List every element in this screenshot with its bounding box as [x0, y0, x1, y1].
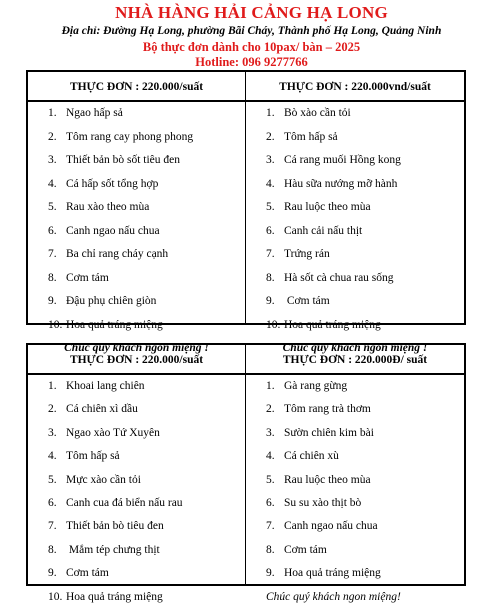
item-number: 7. — [266, 248, 275, 260]
item-name: Canh ngao nấu chua — [284, 520, 378, 533]
menu-item — [28, 586, 245, 609]
menu-item — [246, 220, 464, 244]
item-number: 2. — [48, 403, 57, 416]
item-name: Su su xào thịt bò — [284, 496, 362, 509]
menu-heading: THỰC ĐƠN : 220.000/suất — [28, 72, 245, 102]
menu-item — [246, 562, 464, 585]
menu-item — [246, 196, 464, 220]
item-number: 2. — [48, 130, 57, 143]
item-number: 8. — [266, 543, 275, 556]
menu-item — [246, 539, 464, 562]
menu-item — [246, 102, 464, 126]
restaurant-address: Địa chỉ: Đường Hạ Long, phường Bãi Cháy, Thành phố Hạ Long, Quảng Ninh — [61, 25, 442, 37]
item-number: 4. — [266, 177, 275, 190]
item-name: Hàu sữa nướng mỡ hành — [284, 177, 398, 190]
menu-item — [28, 492, 245, 515]
item-number: 8. — [266, 271, 275, 284]
item-name: Bò xào cần tỏi — [284, 107, 351, 119]
item-number: 3. — [48, 426, 57, 439]
item-name: Thiết bản bò tiêu đen — [66, 520, 164, 533]
menu-item — [28, 422, 245, 445]
item-name: Tôm hấp sả — [66, 450, 120, 463]
item-number: 3. — [266, 154, 275, 166]
item-name: Hoa quả tráng miệng — [66, 590, 163, 603]
item-number: 7. — [48, 520, 57, 533]
restaurant-name: NHÀ HÀNG HẢI CẢNG HẠ LONG — [115, 3, 388, 22]
item-name: Rau luộc theo mùa — [284, 473, 371, 486]
item-name: Sườn chiên kim bài — [284, 426, 374, 439]
menu-item — [28, 126, 245, 150]
menu-item — [28, 173, 245, 197]
menu-item — [246, 398, 464, 421]
menu-block-bottom — [26, 343, 466, 603]
item-name: Ngao xào Tứ Xuyên — [66, 426, 160, 439]
item-number: 6. — [266, 224, 275, 237]
menu-card — [246, 72, 464, 354]
menu-heading: THỰC ĐƠN : 220.000Đ/ suất — [246, 345, 464, 375]
item-name: Tôm rang cay phong phong — [66, 130, 194, 143]
item-name: Mực xào cần tỏi — [66, 473, 141, 486]
closing-wish: Chúc quý khách ngon miệng ! — [64, 342, 209, 354]
item-name: Tôm rang trà thơm — [284, 403, 371, 416]
item-number: 3. — [266, 426, 275, 439]
item-name: Rau luộc theo mùa — [284, 201, 371, 213]
menu-item — [28, 220, 245, 244]
item-number: 10. — [48, 590, 63, 603]
item-number: 6. — [266, 496, 275, 509]
menu-item — [246, 445, 464, 468]
item-name: Mắm tép chưng thịt — [66, 543, 160, 556]
item-name: Cơm tám — [66, 567, 109, 580]
menu-item — [28, 469, 245, 492]
item-number: 5. — [266, 473, 275, 486]
menu-card — [28, 345, 246, 603]
item-name: Hà sốt cà chua rau sống — [284, 271, 394, 284]
item-number: 9. — [48, 295, 57, 307]
closing-wish: Chúc quý khách ngon miệng ! — [282, 342, 428, 354]
menu-item — [246, 267, 464, 291]
menu-item — [28, 539, 245, 562]
item-name: Tôm hấp sả — [284, 130, 338, 143]
item-name: Hoa quả tráng miệng — [284, 567, 381, 580]
item-name: Canh cải nấu thịt — [284, 224, 363, 237]
menu-item — [28, 149, 245, 173]
menu-heading: THỰC ĐƠN : 220.000/suất — [28, 345, 245, 375]
item-number: 2. — [266, 403, 275, 416]
menu-item — [246, 243, 464, 267]
item-number: 5. — [48, 201, 57, 213]
item-number: 7. — [266, 520, 275, 533]
item-number: 9. — [266, 567, 275, 580]
item-name: Cá rang muối Hồng kong — [284, 154, 401, 166]
item-number: 1. — [48, 107, 57, 119]
menu-item — [28, 243, 245, 267]
item-number: 9. — [266, 295, 275, 307]
item-name: Gà rang gừng — [284, 380, 348, 392]
item-number: 2. — [266, 130, 275, 143]
menu-item — [246, 173, 464, 197]
menu-item — [28, 314, 245, 338]
item-number: 1. — [266, 380, 275, 392]
item-number: 3. — [48, 154, 57, 166]
item-number: 10. — [266, 318, 281, 331]
item-name: Hoa quả tráng miệng — [284, 318, 381, 331]
menu-item — [246, 469, 464, 492]
menu-block-top — [26, 70, 466, 354]
item-name: Trứng rán — [284, 248, 330, 260]
item-number: 5. — [266, 201, 275, 213]
item-number: 1. — [266, 107, 275, 119]
item-number: 6. — [48, 496, 57, 509]
item-number: 7. — [48, 248, 57, 260]
menu-item — [246, 422, 464, 445]
menu-item — [246, 375, 464, 398]
menu-item — [28, 445, 245, 468]
item-number: 4. — [48, 177, 57, 190]
item-name: Rau xào theo mùa — [66, 201, 150, 213]
item-name: Canh cua đá biển nấu rau — [66, 496, 183, 509]
menu-item — [28, 290, 245, 314]
menu-item — [246, 126, 464, 150]
item-number: 5. — [48, 473, 57, 486]
item-name: Cá chiên xù — [284, 450, 339, 463]
menu-item-list — [246, 375, 464, 586]
menu-heading: THỰC ĐƠN : 220.000vnd/suất — [246, 72, 464, 102]
item-name: Cá chiên xì dầu — [66, 403, 138, 416]
menu-item — [28, 562, 245, 585]
item-name: Ba chỉ rang cháy cạnh — [66, 248, 169, 260]
item-number: 10. — [48, 318, 63, 331]
closing-wish: Chúc quý khách ngon miệng! — [266, 590, 401, 603]
menu-item-list — [28, 375, 245, 609]
item-name: Hoa quả tráng miệng — [66, 318, 163, 331]
menu-item — [28, 267, 245, 291]
menu-item-list — [246, 102, 464, 337]
item-name: Đậu phụ chiên giòn — [66, 295, 157, 307]
item-number: 4. — [266, 450, 275, 463]
menu-item — [28, 515, 245, 538]
menu-item — [28, 398, 245, 421]
item-name: Cá hấp sốt tổng hợp — [66, 177, 159, 190]
item-name: Cơm tám — [66, 271, 109, 284]
item-number: 1. — [48, 380, 57, 392]
item-number: 8. — [48, 543, 57, 556]
menu-item-list — [28, 102, 245, 337]
menu-card — [246, 345, 464, 603]
item-name: Canh ngao nấu chua — [66, 224, 160, 237]
menu-item — [246, 314, 464, 338]
item-name: Ngao hấp sả — [66, 107, 123, 119]
item-name: Khoai lang chiên — [66, 380, 145, 392]
item-name: Cơm tám — [284, 543, 327, 556]
menu-item — [28, 375, 245, 398]
item-name: Cơm tám — [284, 295, 330, 307]
menu-item — [246, 492, 464, 515]
item-number: 9. — [48, 567, 57, 580]
menu-set-subtitle: Bộ thực đơn dành cho 10pax/ bàn – 2025 — [142, 40, 361, 54]
item-name: Thiết bản bò sốt tiêu đen — [66, 154, 181, 166]
menu-item — [246, 515, 464, 538]
item-number: 8. — [48, 271, 57, 284]
menu-item — [246, 290, 464, 314]
menu-item — [28, 196, 245, 220]
item-number: 6. — [48, 224, 57, 237]
item-number: 4. — [48, 450, 57, 463]
menu-item — [28, 102, 245, 126]
menu-card — [28, 72, 246, 354]
menu-item — [246, 149, 464, 173]
hotline: Hotline: 096 9277766 — [195, 55, 308, 69]
